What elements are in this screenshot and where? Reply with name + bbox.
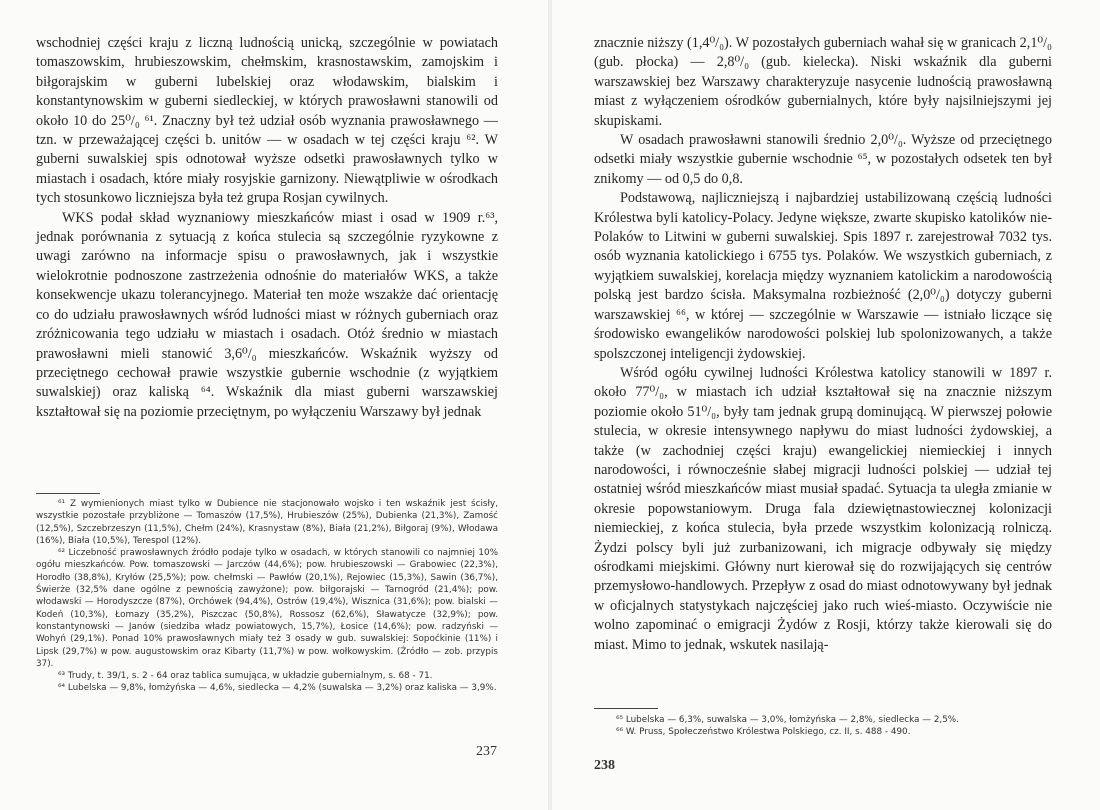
body-paragraph: WKS podał skład wyznaniowy mieszkańców miast i osad w 1909 r.⁶³, jednak porównania z sytuacją z końca stulecia są szczególnie ryzykowne z uwagi zarówno na informacje spisu o prawosławnych, jak i wszystkie wielokrotnie podnoszone zastrzeżenia odnośnie do materiałów WKS, a także konsekwencje ukazu tolerancyjnego. Materiał ten może wszakże dać orientację co do udziału prawosławnych wśród ludności miast w różnych guberniach oraz zróżnicowania tego udziału w miastach i osadach. Otóż średnio w miastach prawosławni mieli stanowić 3,6⁰/₀ mieszkańców. Wskaźnik wyższy od przeciętnego cechował prawie wszystkie gubernie wschodnie (z wyjątkiem suwalskiej) oraz kaliską ⁶⁴. Wskaźnik dla miast guberni warszawskiej kształtował się na poziomie przeciętnym, po wyłączeniu Warszawy był jednak (36, 209, 498, 420)
footnote: ⁶³ Trudy, t. 39/1, s. 2 - 64 oraz tablica sumująca, w układzie gubernialnym, s. 68 - 71. (58, 671, 433, 682)
body-paragraph: znacznie niższy (1,4⁰/₀). W pozostałych guberniach wahał się w granicach 2,1⁰/₀ (gub. płocka) — 2,8⁰/₀ (gub. kielecka). Niski wskaźnik dla guberni warszawskiej bez Warszawy charakteryzuje nasycenie ludnością prawosławną miast z wyłączeniem ośrodków gubernialnych, które były najsilniejszymi jej skupiskami. (594, 35, 1052, 129)
left-page-body (36, 34, 498, 422)
body-paragraph: Wśród ogółu cywilnej ludności Królestwa katolicy stanowili w 1897 r. około 77⁰/₀, w miastach ich udział kształtował się na znacznie niższym poziomie około 51⁰/₀, były tam jednak grupą dominującą. W pierwszej połowie stulecia, w okresie intensywnego napływu do miast ludności żydowskiej, a także (w zachodniej części kraju) ewangelickiej niemieckiej i innych narodowości, i równocześnie słabej migracji ludności polskiej — udział tej ostatniej wśród mieszkańców miast musiał spadać. Sytuacja ta uległa zmianie w okresie popowstaniowym. Druga fala dziewiętnastowiecznej kolonizacji niemieckiej, z końca stulecia, była przede wszystkim kolonizacją rolniczą. Żydzi polscy byli już zurbanizowani, ich migracje odbywały się między ośrodkami miejskimi. Główny nurt kierował się do rozwijających się centrów przemysłowo-handlowych. Przepływ z osad do miast odnotowywany był jednak w oficjalnych statystykach najczęściej jako ruch wieś-miasto. Oczywiście nie wolno zapominać o emigracji Żydów z Rosji, którzy także kierowali się do miast. Mimo to jednak, wskutek nasilają- (594, 364, 1052, 653)
footnote: ⁶⁴ Lubelska — 9,8%, łomżyńska — 4,6%, siedlecka — 4,2% (suwalska — 3,2%) oraz kaliska — 3,9%. (58, 683, 497, 694)
left-page-footnotes (36, 498, 498, 695)
body-paragraph: W osadach prawosławni stanowili średnio 2,0⁰/₀. Wyższe od przeciętnego odsetki miały wszystkie gubernie wschodnie ⁶⁵, w pozostałych odsetek ten był znikomy — od 0,5 do 0,8. (594, 132, 1052, 187)
right-page-body (594, 34, 1052, 655)
footnote-separator (594, 708, 658, 709)
right-page (550, 0, 1100, 810)
page-number: 237 (476, 744, 497, 759)
footnote: ⁶² Liczebność prawosławnych źródło podaje tylko w osadach, w których stanowili co najmniej 10% ogółu mieszkańców. Pow. tomaszowski — Jarczów (44,6%); pow. hrubieszowski — Grabowiec (22,3%), Horodło (38,8%), Kryłów (25,5%); pow. chełmski — Pawłów (20,1%), Rejowiec (15,3%), Sawin (36,7%), Świerże (32,5% dane ogólne z pewnością zawyżone); pow. biłgorajski — Tarnogród (21,4%); pow. włodawski — Horodyszcze (87%), Orchówek (94,4%), Ostrów (19,4%), Wisznica (31,6%); pow. bialski — Kodeń (10,3%), Łomazy (35,2%), Piszczac (50,8%), Rossosz (62,6%), Sławatycze (32,9%); pow. konstantynowski — Janów (siedziba władz powiatowych, 15,7%), Łosice (14,6%); pow. radzyński — Wohyń (29,1%). Ponad 10% prawosławnych miały też 3 osady w gub. suwalskiej: Sopoćkinie (11%) i Lipsk (29,7%) w pow. augustowskim oraz Kibarty (11,7%) w pow. wołkowyskim. (Źródło — zob. przypis 37). (36, 548, 498, 669)
body-paragraph: wschodniej części kraju z liczną ludnością unicką, szczególnie w powiatach tomaszowskim, hrubieszowskim, chełmskim, krasnostawskim, zamojskim i biłgorajskim w guberni lubelskiej oraz włodawskim, bialskim i konstantynowskim w guberni siedleckiej, w których prawosławni stanowili od około 10 do 25⁰/₀ ⁶¹. Znaczny był też udział osób wyznania prawosławnego — tzn. w przeważającej części b. unitów — w osadach w tej części kraju ⁶². W guberni suwalskiej spis odnotował wyższe odsetki prawosławnych tylko w miastach i osadach, które miały rosyjskie garnizony. Niewątpliwie w ośrodkach tych stosunkowo liczniejsza była też grupa Rosjan cywilnych. (36, 35, 498, 207)
footnote: ⁶¹ Z wymienionych miast tylko w Dubience nie stacjonowało wojsko i ten wskaźnik jest ścisły, wszystkie pozostałe przybliżone — Tomaszów (17,5%), Hrubieszów (25%), Dubienka (21,3%), Zamość (12,5%), Szczebrzeszyn (11,5%), Chełm (24%), Krasnystaw (8%), Biała (21,2%), Biłgoraj (9%), Włodawa (16%), Biała (10,5%), Terespol (12%). (36, 499, 498, 546)
footnote: ⁶⁶ W. Pruss, Społeczeństwo Królestwa Polskiego, cz. II, s. 488 - 490. (616, 727, 911, 738)
footnote-separator (36, 493, 100, 494)
footnote: ⁶⁵ Lubelska — 6,3%, suwalska — 3,0%, łomżyńska — 2,8%, siedlecka — 2,5%. (616, 715, 959, 725)
body-paragraph: Podstawową, najliczniejszą i najbardziej ustabilizowaną częścią ludności Królestwa byli katolicy-Polacy. Jedyne większe, zwarte skupisko katolików nie-Polaków to Litwini w guberni suwalskiej. Spis 1897 r. zarejestrował 7032 tys. osób wyznania katolickiego i 6755 tys. Polaków. We wszystkich guberniach, z wyjątkiem suwalskiej, korelacja między wyznaniem katolickim a narodowością polską jest bardzo ścisła. Maksymalna rozbieżność (2,0⁰/₀) dotyczy guberni warszawskiej ⁶⁶, w której — szczególnie w Warszawie — istniało liczące się środowisko ewangelików narodowości polskiej lub spolonizowanych, a także spolszczonej inteligencji żydowskiej. (594, 190, 1052, 362)
right-page-footnotes (594, 714, 1052, 739)
page-number: 238 (594, 758, 615, 773)
